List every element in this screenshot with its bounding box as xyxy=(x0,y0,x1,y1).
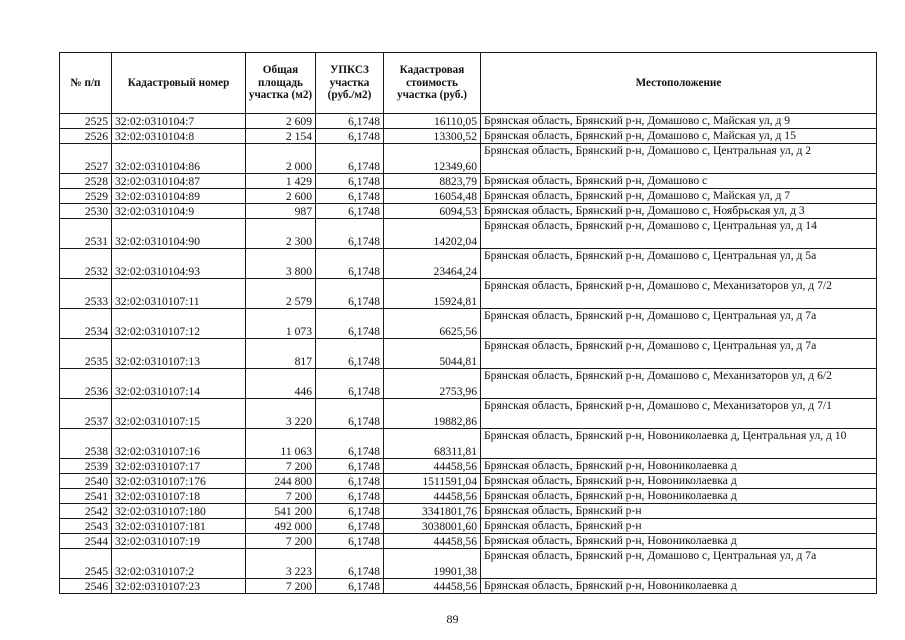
area-cell: 1 429 xyxy=(246,174,316,189)
cadastral-cost-cell: 6094,53 xyxy=(384,204,481,219)
area-cell: 2 154 xyxy=(246,129,316,144)
upksz-cell: 6,1748 xyxy=(316,369,384,399)
upksz-cell: 6,1748 xyxy=(316,189,384,204)
location-cell: Брянская область, Брянский р-н, Домашово с, Ноябрьская ул, д 3 xyxy=(481,204,877,219)
table-row xyxy=(60,129,877,144)
location-cell: Брянская область, Брянский р-н, Новониколаевка д xyxy=(481,579,877,594)
cadastral-number-cell: 32:02:0310104:87 xyxy=(112,174,246,189)
location-cell: Брянская область, Брянский р-н, Домашово с, Центральная ул, д 2 xyxy=(481,144,877,174)
table-row xyxy=(60,579,877,594)
table-row xyxy=(60,459,877,474)
location-cell: Брянская область, Брянский р-н xyxy=(481,504,877,519)
upksz-cell: 6,1748 xyxy=(316,339,384,369)
table-header xyxy=(60,53,877,114)
table-row xyxy=(60,279,877,309)
location-cell: Брянская область, Брянский р-н, Домашово с, Центральная ул, д 7а xyxy=(481,549,877,579)
cadastral-cost-cell: 68311,81 xyxy=(384,429,481,459)
upksz-cell: 6,1748 xyxy=(316,279,384,309)
area-cell: 2 579 xyxy=(246,279,316,309)
cadastral-number-cell: 32:02:0310107:176 xyxy=(112,474,246,489)
header-row xyxy=(60,53,877,114)
cadastral-number-cell: 32:02:0310107:12 xyxy=(112,309,246,339)
row-number-cell: 2533 xyxy=(60,279,112,309)
location-cell: Брянская область, Брянский р-н, Домашово с, Майская ул, д 15 xyxy=(481,129,877,144)
upksz-cell: 6,1748 xyxy=(316,399,384,429)
area-cell: 492 000 xyxy=(246,519,316,534)
upksz-cell: 6,1748 xyxy=(316,309,384,339)
table-row xyxy=(60,249,877,279)
upksz-cell: 6,1748 xyxy=(316,534,384,549)
area-cell: 2 000 xyxy=(246,144,316,174)
area-cell: 541 200 xyxy=(246,504,316,519)
upksz-cell: 6,1748 xyxy=(316,219,384,249)
table-row xyxy=(60,144,877,174)
table-row xyxy=(60,114,877,129)
upksz-cell: 6,1748 xyxy=(316,519,384,534)
page-number: 89 xyxy=(446,612,459,626)
cadastral-number-cell: 32:02:0310107:180 xyxy=(112,504,246,519)
table-row xyxy=(60,174,877,189)
table-row xyxy=(60,399,877,429)
row-number-cell: 2528 xyxy=(60,174,112,189)
row-number-cell: 2542 xyxy=(60,504,112,519)
location-cell: Брянская область, Брянский р-н, Новониколаевка д xyxy=(481,474,877,489)
cadastral-cost-cell: 16110,05 xyxy=(384,114,481,129)
row-number-cell: 2534 xyxy=(60,309,112,339)
cadastral-number-cell: 32:02:0310107:2 xyxy=(112,549,246,579)
upksz-cell: 6,1748 xyxy=(316,489,384,504)
row-number-cell: 2546 xyxy=(60,579,112,594)
cadastral-cost-cell: 3341801,76 xyxy=(384,504,481,519)
table-row xyxy=(60,519,877,534)
table-row xyxy=(60,489,877,504)
area-cell: 987 xyxy=(246,204,316,219)
location-cell: Брянская область, Брянский р-н, Новониколаевка д xyxy=(481,489,877,504)
table-row xyxy=(60,504,877,519)
cadastral-cost-cell: 44458,56 xyxy=(384,459,481,474)
header-cadastral-cost: Кадастровая стоимость участка (руб.) xyxy=(384,53,481,114)
row-number-cell: 2545 xyxy=(60,549,112,579)
cadastral-cost-cell: 12349,60 xyxy=(384,144,481,174)
cadastral-cost-cell: 44458,56 xyxy=(384,579,481,594)
location-cell: Брянская область, Брянский р-н, Домашово с, Механизаторов ул, д 6/2 xyxy=(481,369,877,399)
location-cell: Брянская область, Брянский р-н, Новониколаевка д xyxy=(481,534,877,549)
row-number-cell: 2529 xyxy=(60,189,112,204)
cadastral-number-cell: 32:02:0310107:13 xyxy=(112,339,246,369)
upksz-cell: 6,1748 xyxy=(316,474,384,489)
row-number-cell: 2531 xyxy=(60,219,112,249)
cadastral-number-cell: 32:02:0310107:17 xyxy=(112,459,246,474)
row-number-cell: 2537 xyxy=(60,399,112,429)
location-cell: Брянская область, Брянский р-н, Домашово с, Центральная ул, д 7а xyxy=(481,309,877,339)
cadastral-cost-cell: 19882,86 xyxy=(384,399,481,429)
location-cell: Брянская область, Брянский р-н, Новониколаевка д, Центральная ул, д 10 xyxy=(481,429,877,459)
table-row xyxy=(60,204,877,219)
row-number-cell: 2544 xyxy=(60,534,112,549)
table-row xyxy=(60,474,877,489)
area-cell: 244 800 xyxy=(246,474,316,489)
area-cell: 817 xyxy=(246,339,316,369)
cadastral-cost-cell: 13300,52 xyxy=(384,129,481,144)
cadastral-number-cell: 32:02:0310107:181 xyxy=(112,519,246,534)
cadastral-cost-cell: 1511591,04 xyxy=(384,474,481,489)
upksz-cell: 6,1748 xyxy=(316,114,384,129)
location-cell: Брянская область, Брянский р-н, Новониколаевка д xyxy=(481,459,877,474)
table-row xyxy=(60,549,877,579)
location-cell: Брянская область, Брянский р-н, Домашово с, Центральная ул, д 14 xyxy=(481,219,877,249)
area-cell: 11 063 xyxy=(246,429,316,459)
area-cell: 2 300 xyxy=(246,219,316,249)
header-total-area: Общая площадь участка (м2) xyxy=(246,53,316,114)
table-row xyxy=(60,339,877,369)
cadastral-number-cell: 32:02:0310107:16 xyxy=(112,429,246,459)
cadastral-number-cell: 32:02:0310107:11 xyxy=(112,279,246,309)
location-cell: Брянская область, Брянский р-н, Домашово с xyxy=(481,174,877,189)
cadastral-cost-cell: 44458,56 xyxy=(384,489,481,504)
location-cell: Брянская область, Брянский р-н, Домашово с, Центральная ул, д 5а xyxy=(481,249,877,279)
cadastral-cost-cell: 3038001,60 xyxy=(384,519,481,534)
upksz-cell: 6,1748 xyxy=(316,144,384,174)
cadastral-cost-cell: 16054,48 xyxy=(384,189,481,204)
area-cell: 2 600 xyxy=(246,189,316,204)
table-row xyxy=(60,429,877,459)
cadastral-cost-cell: 44458,56 xyxy=(384,534,481,549)
table-row xyxy=(60,369,877,399)
upksz-cell: 6,1748 xyxy=(316,504,384,519)
upksz-cell: 6,1748 xyxy=(316,549,384,579)
location-cell: Брянская область, Брянский р-н, Домашово с, Майская ул, д 7 xyxy=(481,189,877,204)
area-cell: 2 609 xyxy=(246,114,316,129)
cadastral-value-table xyxy=(59,52,877,594)
row-number-cell: 2536 xyxy=(60,369,112,399)
area-cell: 3 223 xyxy=(246,549,316,579)
cadastral-cost-cell: 6625,56 xyxy=(384,309,481,339)
row-number-cell: 2543 xyxy=(60,519,112,534)
location-cell: Брянская область, Брянский р-н, Домашово с, Майская ул, д 9 xyxy=(481,114,877,129)
cadastral-number-cell: 32:02:0310104:7 xyxy=(112,114,246,129)
cadastral-number-cell: 32:02:0310104:89 xyxy=(112,189,246,204)
row-number-cell: 2532 xyxy=(60,249,112,279)
cadastral-cost-cell: 23464,24 xyxy=(384,249,481,279)
row-number-cell: 2535 xyxy=(60,339,112,369)
cadastral-number-cell: 32:02:0310107:19 xyxy=(112,534,246,549)
area-cell: 7 200 xyxy=(246,459,316,474)
cadastral-cost-cell: 2753,96 xyxy=(384,369,481,399)
location-cell: Брянская область, Брянский р-н, Домашово с, Механизаторов ул, д 7/1 xyxy=(481,399,877,429)
cadastral-number-cell: 32:02:0310104:9 xyxy=(112,204,246,219)
row-number-cell: 2527 xyxy=(60,144,112,174)
cadastral-number-cell: 32:02:0310107:18 xyxy=(112,489,246,504)
area-cell: 446 xyxy=(246,369,316,399)
upksz-cell: 6,1748 xyxy=(316,129,384,144)
header-row-number: № п/п xyxy=(60,53,112,114)
upksz-cell: 6,1748 xyxy=(316,174,384,189)
cadastral-number-cell: 32:02:0310104:93 xyxy=(112,249,246,279)
upksz-cell: 6,1748 xyxy=(316,204,384,219)
cadastral-number-cell: 32:02:0310104:8 xyxy=(112,129,246,144)
area-cell: 7 200 xyxy=(246,534,316,549)
row-number-cell: 2530 xyxy=(60,204,112,219)
cadastral-cost-cell: 15924,81 xyxy=(384,279,481,309)
row-number-cell: 2525 xyxy=(60,114,112,129)
cadastral-number-cell: 32:02:0310107:15 xyxy=(112,399,246,429)
area-cell: 3 800 xyxy=(246,249,316,279)
table-body xyxy=(60,114,877,594)
cadastral-number-cell: 32:02:0310107:23 xyxy=(112,579,246,594)
upksz-cell: 6,1748 xyxy=(316,249,384,279)
cadastral-cost-cell: 19901,38 xyxy=(384,549,481,579)
row-number-cell: 2526 xyxy=(60,129,112,144)
upksz-cell: 6,1748 xyxy=(316,579,384,594)
header-upksz: УПКСЗ участка (руб./м2) xyxy=(316,53,384,114)
row-number-cell: 2538 xyxy=(60,429,112,459)
upksz-cell: 6,1748 xyxy=(316,459,384,474)
location-cell: Брянская область, Брянский р-н, Домашово с, Механизаторов ул, д 7/2 xyxy=(481,279,877,309)
header-cadastral-number: Кадастровый номер xyxy=(112,53,246,114)
table-row xyxy=(60,219,877,249)
table-row xyxy=(60,189,877,204)
row-number-cell: 2539 xyxy=(60,459,112,474)
table-row xyxy=(60,534,877,549)
table-row xyxy=(60,309,877,339)
cadastral-number-cell: 32:02:0310107:14 xyxy=(112,369,246,399)
area-cell: 7 200 xyxy=(246,489,316,504)
location-cell: Брянская область, Брянский р-н, Домашово с, Центральная ул, д 7а xyxy=(481,339,877,369)
cadastral-cost-cell: 14202,04 xyxy=(384,219,481,249)
upksz-cell: 6,1748 xyxy=(316,429,384,459)
area-cell: 7 200 xyxy=(246,579,316,594)
cadastral-number-cell: 32:02:0310104:86 xyxy=(112,144,246,174)
header-location: Местоположение xyxy=(481,53,877,114)
cadastral-cost-cell: 5044,81 xyxy=(384,339,481,369)
cadastral-number-cell: 32:02:0310104:90 xyxy=(112,219,246,249)
area-cell: 1 073 xyxy=(246,309,316,339)
cadastral-cost-cell: 8823,79 xyxy=(384,174,481,189)
area-cell: 3 220 xyxy=(246,399,316,429)
row-number-cell: 2541 xyxy=(60,489,112,504)
row-number-cell: 2540 xyxy=(60,474,112,489)
location-cell: Брянская область, Брянский р-н xyxy=(481,519,877,534)
